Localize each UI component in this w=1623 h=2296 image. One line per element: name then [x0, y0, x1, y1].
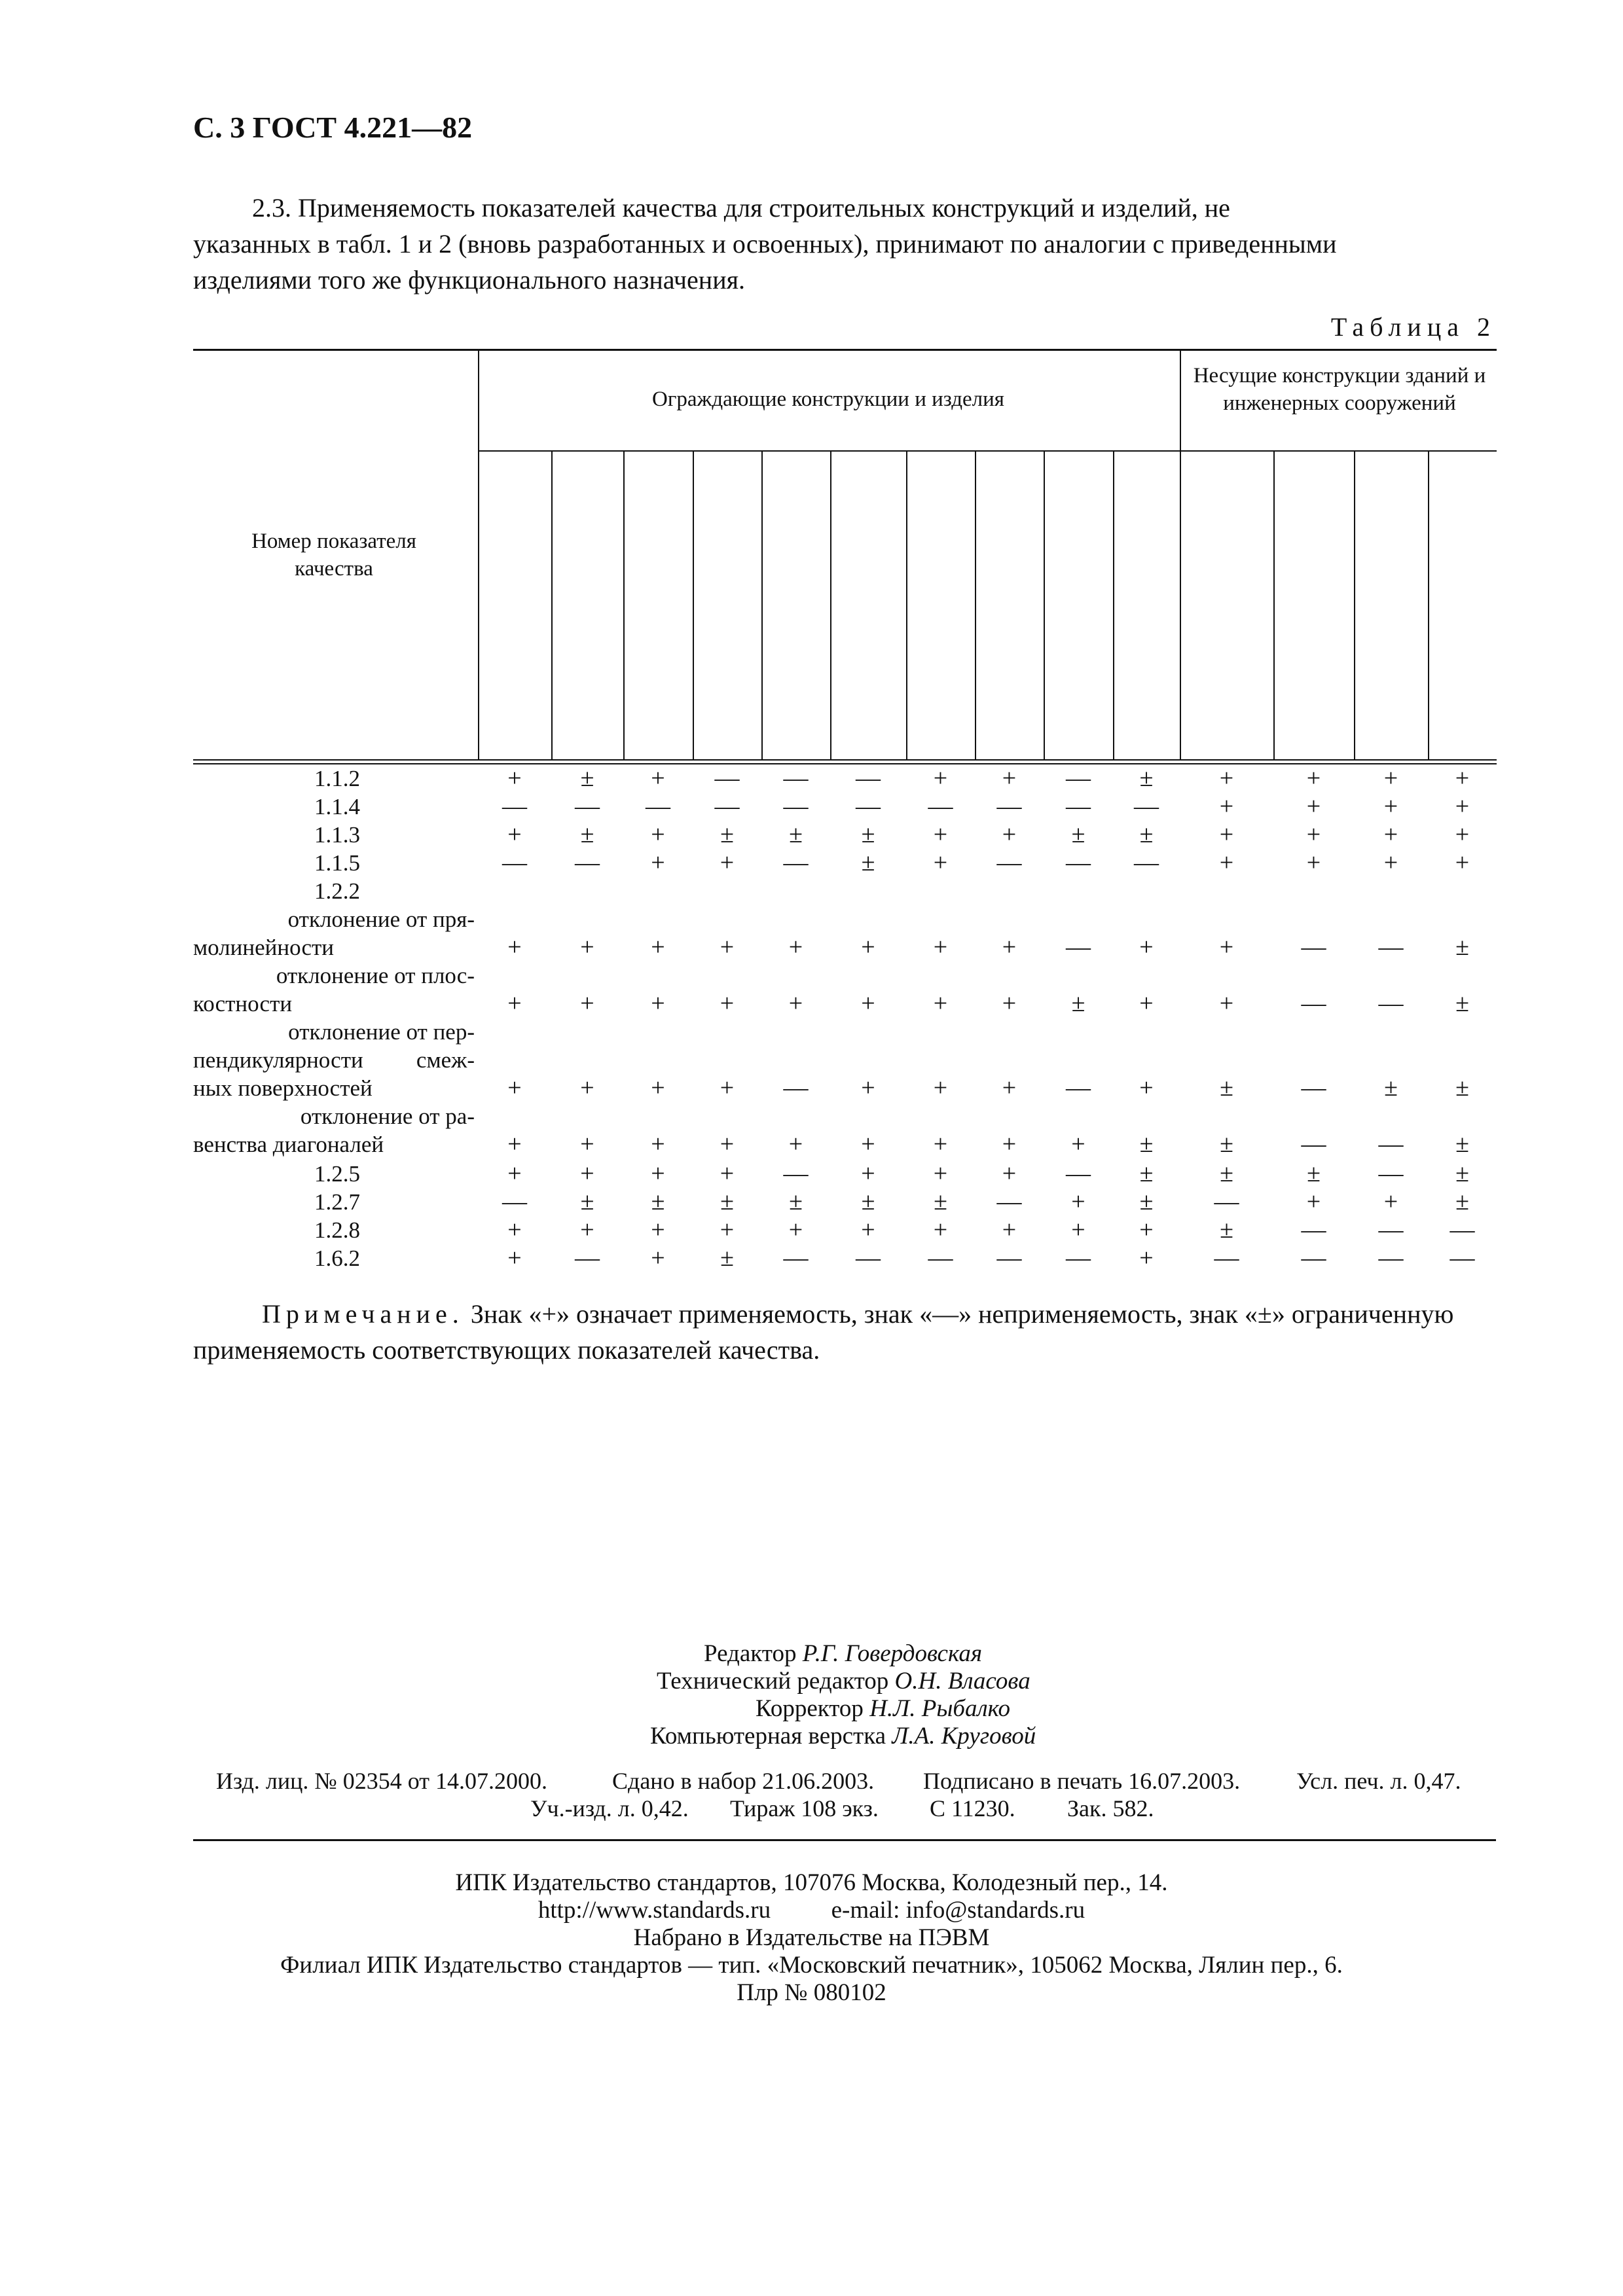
table-cell: + [1219, 849, 1234, 876]
table-cell: + [1002, 1216, 1017, 1244]
imprint-license: Изд. лиц. № 02354 от 14.07.2000. [216, 1768, 547, 1794]
table-note [193, 1296, 1496, 1368]
table-cell: — [928, 793, 953, 820]
table-cell: ± [1071, 990, 1085, 1017]
table-cell: — [1378, 1160, 1404, 1187]
paragraph-line: изделиями того же функционального назначения. [193, 265, 746, 295]
table-cell: + [507, 990, 522, 1017]
table-cell: + [1071, 1216, 1085, 1244]
table-cell: + [580, 1074, 594, 1102]
table-cell: — [856, 1244, 881, 1272]
table-cell: + [1071, 1188, 1085, 1215]
table-cell: + [788, 1216, 803, 1244]
table-cell: + [933, 1130, 948, 1158]
table-column-rule [478, 349, 479, 759]
table-cell: + [720, 1130, 735, 1158]
table-cell: — [928, 1244, 953, 1272]
table-cell: + [507, 764, 522, 792]
table-cell: + [1383, 821, 1398, 848]
table-cell: + [651, 1130, 665, 1158]
table-cell: + [1139, 1074, 1154, 1102]
table-cell: — [783, 1244, 809, 1272]
table-cell: ± [861, 1188, 875, 1215]
table-cell: — [1066, 849, 1091, 876]
note-text-line2: применяемость соответствующих показателей качества. [193, 1335, 820, 1365]
table-cell: ± [651, 1188, 665, 1215]
paragraph-line: указанных в табл. 1 и 2 (вновь разработанных и освоенных), принимают по аналогии с приведенными [193, 229, 1337, 259]
table-cell: — [1066, 1244, 1091, 1272]
table-cell: + [651, 821, 665, 848]
note-label: Примечание. [262, 1299, 464, 1329]
table-cell: + [580, 1130, 594, 1158]
table-cell: + [1383, 764, 1398, 792]
table-column-rule [1273, 450, 1275, 759]
table-cell: + [861, 990, 875, 1017]
table-cell: ± [1220, 1074, 1233, 1102]
table-cell: ± [1139, 1160, 1154, 1187]
table-cell: + [580, 1160, 594, 1187]
table-cell: — [1378, 1244, 1404, 1272]
table-cell: + [933, 821, 948, 848]
imprint-code: С 11230. [930, 1795, 1015, 1821]
table-cell: ± [1220, 1130, 1233, 1158]
table-cell: — [1134, 849, 1159, 876]
row-label: 1.2.2 [314, 878, 360, 904]
table-cell: — [1301, 1130, 1326, 1158]
table-cell: — [1378, 1216, 1404, 1244]
table-cell: — [1301, 1074, 1326, 1102]
table-group-rule [478, 450, 1497, 452]
table-cell: — [1378, 1130, 1404, 1158]
row-label: отклонение от пря- [287, 906, 475, 932]
table-column-rule [1428, 450, 1429, 759]
table-cell: — [1378, 933, 1404, 961]
table-column-rule [830, 450, 831, 759]
table-cell: ± [1139, 1130, 1154, 1158]
table-cell: ± [1139, 1188, 1154, 1215]
credit-proofreader: Корректор Н.Л. Рыбалко [756, 1695, 1011, 1722]
table-head-rule [193, 763, 1497, 764]
row-header-label: Номер показателя качества [251, 529, 416, 581]
table-cell: + [788, 933, 803, 961]
table-cell: + [720, 1160, 735, 1187]
table-cell: — [1301, 933, 1326, 961]
table-cell: + [933, 849, 948, 876]
table-cell: + [507, 1244, 522, 1272]
page-header: С. 3 ГОСТ 4.221—82 [193, 111, 473, 144]
table-cell: + [507, 933, 522, 961]
table-column-rule [693, 450, 694, 759]
publisher-line: Набрано в Издательстве на ПЭВМ [633, 1924, 990, 1951]
row-label: 1.1.5 [314, 850, 360, 876]
table-cell: — [1134, 793, 1159, 820]
table-column-rule [1113, 450, 1114, 759]
table-cell: + [933, 990, 948, 1017]
table-cell: + [1219, 821, 1234, 848]
table-cell: + [1139, 1244, 1154, 1272]
table-cell: ± [720, 821, 734, 848]
table-column-rule [1180, 349, 1181, 759]
table-cell: — [502, 849, 527, 876]
table-cell: + [651, 990, 665, 1017]
table-cell: ± [580, 764, 594, 792]
row-label: молинейности [193, 935, 335, 960]
table-cell: + [1455, 849, 1470, 876]
table-cell: + [720, 1216, 735, 1244]
table-caption: Таблица 2 [1330, 312, 1496, 342]
table-cell: + [720, 1074, 735, 1102]
table-cell: + [1383, 1188, 1398, 1215]
row-label: ных поверхностей [193, 1075, 373, 1101]
table-cell: + [507, 1216, 522, 1244]
table-cell: + [933, 1160, 948, 1187]
table-cell: — [575, 793, 600, 820]
table-cell: — [1301, 1216, 1326, 1244]
publisher-license: Плр № 080102 [737, 1979, 886, 2006]
imprint-submitted: Сдано в набор 21.06.2003. [612, 1768, 875, 1794]
table-cell: — [1301, 990, 1326, 1017]
row-label: 1.2.7 [314, 1189, 360, 1215]
row-label: венства диагоналей [193, 1132, 384, 1157]
publisher-line: ИПК Издательство стандартов, 107076 Москва, Колодезный пер., 14. [455, 1869, 1168, 1896]
table-cell: — [1066, 793, 1091, 820]
row-label: 1.1.3 [314, 822, 360, 848]
table-cell: — [783, 764, 809, 792]
table-cell: — [1066, 933, 1091, 961]
row-label: отклонение от пер- [288, 1019, 475, 1045]
credit-editor: Редактор Р.Г. Говердовская [704, 1640, 983, 1667]
table-column-rule [1044, 450, 1045, 759]
table-cell: + [651, 1216, 665, 1244]
table-cell: — [1301, 1244, 1326, 1272]
table-cell: ± [861, 821, 875, 848]
table-cell: + [861, 1216, 875, 1244]
table-cell: + [651, 933, 665, 961]
paragraph-line: 2.3. Применяемость показателей качества для строительных конструкций и изделий, не [252, 193, 1230, 223]
table-cell: — [996, 1244, 1022, 1272]
group-header-enclosing: Ограждающие конструкции и изделия [652, 387, 1004, 411]
row-label: костности [193, 991, 293, 1016]
table-cell: + [507, 821, 522, 848]
table-cell: + [1306, 1188, 1321, 1215]
publisher-branch: Филиал ИПК Издательство стандартов — тип. «Московский печатник», 105062 Москва, Лялин пер., 6. [280, 1952, 1343, 1979]
table-cell: ± [580, 821, 594, 848]
table-cell: + [933, 1074, 948, 1102]
table-column-rule [1354, 450, 1355, 759]
table-cell: ± [1455, 1160, 1469, 1187]
table-cell: + [1455, 793, 1470, 820]
table-cell: + [720, 849, 735, 876]
table-cell: — [783, 849, 809, 876]
divider-rule [193, 1839, 1496, 1841]
table-cell: ± [934, 1188, 947, 1215]
table-cell: ± [1455, 1130, 1469, 1158]
table-cell: + [651, 1244, 665, 1272]
table-cell: + [861, 1130, 875, 1158]
row-label: 1.6.2 [314, 1246, 360, 1271]
group-header-loadbearing: Несущие конструкции зданий и инженерных сооружений [1193, 364, 1486, 415]
table-column-rule [975, 450, 976, 759]
credit-tech-editor: Технический редактор О.Н. Власова [657, 1668, 1030, 1695]
row-label: отклонение от ра- [300, 1103, 475, 1129]
table-cell: + [1139, 933, 1154, 961]
table-cell: — [783, 793, 809, 820]
table-cell: + [861, 1074, 875, 1102]
table-cell: ± [1139, 821, 1154, 848]
table-cell: — [996, 849, 1022, 876]
table-cell: + [1219, 764, 1234, 792]
row-label: 1.1.2 [314, 766, 360, 791]
table-cell: — [714, 764, 740, 792]
table-cell: ± [1384, 1074, 1398, 1102]
table-cell: + [1139, 1216, 1154, 1244]
credit-layout: Компьютерная верстка Л.А. Круговой [650, 1723, 1036, 1749]
table-cell: — [1214, 1244, 1239, 1272]
table-cell: ± [1307, 1160, 1321, 1187]
table-cell: + [861, 1160, 875, 1187]
table-cell: ± [580, 1188, 594, 1215]
table-cell: ± [1071, 821, 1085, 848]
table-cell: + [1219, 933, 1234, 961]
table-cell: + [651, 764, 665, 792]
table-cell: + [1002, 821, 1017, 848]
table-cell: + [788, 990, 803, 1017]
table-cell: + [1383, 849, 1398, 876]
table-cell: + [507, 1160, 522, 1187]
table-cell: + [861, 933, 875, 961]
table-cell: — [646, 793, 670, 820]
table-column-rule [906, 450, 907, 759]
table-cell: + [788, 1130, 803, 1158]
table-cell: + [580, 1216, 594, 1244]
table-cell: — [1450, 1244, 1475, 1272]
table-cell: — [783, 1074, 809, 1102]
table-cell: + [1306, 793, 1321, 820]
table-cell: — [502, 1188, 527, 1215]
table-cell: + [1002, 1074, 1017, 1102]
row-label: 1.2.5 [314, 1161, 360, 1187]
table-cell: ± [861, 849, 875, 876]
imprint-run: Тираж 108 экз. [730, 1795, 879, 1821]
table-cell: + [507, 1074, 522, 1102]
table-cell: ± [1455, 1074, 1469, 1102]
table-cell: + [720, 990, 735, 1017]
table-cell: + [933, 764, 948, 792]
table-column-rule [551, 450, 553, 759]
table-cell: + [580, 933, 594, 961]
table-cell: ± [720, 1188, 734, 1215]
table-cell: + [1002, 990, 1017, 1017]
table-cell: + [651, 1074, 665, 1102]
table-cell: — [856, 793, 881, 820]
table-cell: — [783, 1160, 809, 1187]
table-cell: + [507, 1130, 522, 1158]
table-cell: ± [1139, 764, 1154, 792]
row-label: 1.2.8 [314, 1217, 360, 1243]
table-cell: + [1455, 764, 1470, 792]
table-column-rule [623, 450, 625, 759]
table-cell: — [1066, 1160, 1091, 1187]
table-cell: — [856, 764, 881, 792]
imprint-signed: Подписано в печать 16.07.2003. [923, 1768, 1241, 1794]
table-cell: + [933, 933, 948, 961]
table-cell: + [720, 933, 735, 961]
table-cell: — [1378, 990, 1404, 1017]
table-cell: + [1139, 990, 1154, 1017]
imprint-print-sheets: Усл. печ. л. 0,47. [1296, 1768, 1461, 1794]
table-cell: ± [1455, 1188, 1469, 1215]
table-cell: — [575, 849, 600, 876]
table-cell: + [1306, 849, 1321, 876]
table-cell: + [580, 990, 594, 1017]
table-cell: ± [720, 1244, 734, 1272]
table-cell: + [1002, 764, 1017, 792]
table-cell: — [502, 793, 527, 820]
table-cell: ± [1220, 1216, 1233, 1244]
table-cell: + [651, 849, 665, 876]
imprint-pub-sheets: Уч.-изд. л. 0,42. [530, 1795, 689, 1821]
table-cell: + [651, 1160, 665, 1187]
table-cell: ± [1455, 933, 1469, 961]
table-cell: — [575, 1244, 600, 1272]
section-paragraph [193, 190, 1496, 298]
table-cell: — [1066, 1074, 1091, 1102]
table-cell: + [1455, 821, 1470, 848]
table-cell: ± [1220, 1160, 1233, 1187]
table-head-rule [193, 759, 1497, 761]
table-cell: — [714, 793, 740, 820]
table-cell: + [933, 1216, 948, 1244]
row-label: пендикулярности смеж- [193, 1047, 475, 1073]
table-cell: + [1002, 933, 1017, 961]
table-cell: — [1066, 764, 1091, 792]
table-column-rule [761, 450, 763, 759]
table-cell: — [1214, 1188, 1239, 1215]
row-label: 1.1.4 [314, 794, 360, 819]
table-cell: + [1219, 990, 1234, 1017]
table-cell: — [1450, 1216, 1475, 1244]
row-label: отклонение от плос- [276, 963, 475, 988]
table-cell: — [996, 793, 1022, 820]
table-cell: + [1306, 821, 1321, 848]
note-text-line1: Знак «+» означает применяемость, знак «—» неприменяемость, знак «±» ограниченную [470, 1299, 1454, 1329]
table-cell: — [996, 1188, 1022, 1215]
imprint-order: Зак. 582. [1067, 1795, 1154, 1821]
table-cell: + [1306, 764, 1321, 792]
table-cell: + [1002, 1130, 1017, 1158]
table-cell: + [1383, 793, 1398, 820]
publisher-web: http://www.standards.ru e-mail: info@standards.ru [538, 1897, 1085, 1924]
table-cell: + [1071, 1130, 1085, 1158]
table-top-rule [193, 349, 1497, 351]
table-cell: + [1219, 793, 1234, 820]
table-cell: ± [1455, 990, 1469, 1017]
table-cell: ± [789, 1188, 803, 1215]
table-cell: ± [789, 821, 803, 848]
table-cell: + [1002, 1160, 1017, 1187]
